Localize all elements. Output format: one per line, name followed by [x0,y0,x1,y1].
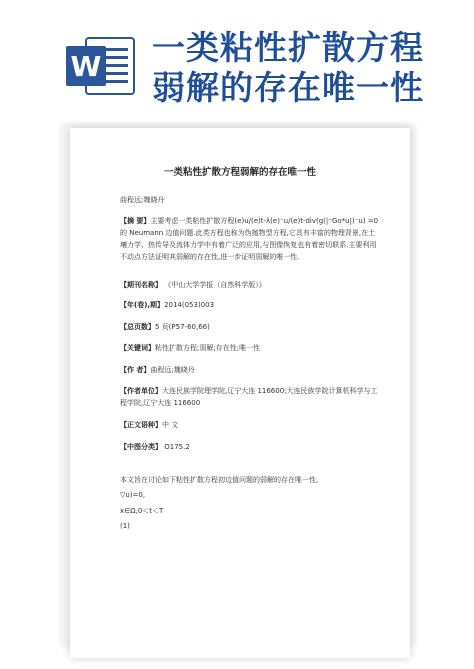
keywords-label: 【关键词】 [120,344,155,352]
word-document-icon [64,34,138,98]
author-row [120,364,382,376]
equation-line-2: x∈Ω,0＜t＜T [120,507,164,515]
classification-row [120,441,382,453]
banner-title-line-2: 弱解的存在唯一性 [152,68,424,107]
language-label: 【正文语种】 [120,421,162,429]
author-value: 曲程远;魏晓丹 [150,366,195,374]
affiliation-value: 大连民族学院理学院,辽宁大连 116600;大连民族学院计算机科学与工程学院,辽宁大连 116600 [120,387,378,407]
banner [0,0,474,118]
affiliation-row [120,385,382,409]
equation-line-1: ▽u)=0, [120,491,146,499]
abstract-paragraph [120,215,382,263]
journal-value: 《中山大学学报（自然科学版）》 [164,281,266,289]
affiliation-label: 【作者单位】 [120,387,162,395]
journal-row [120,279,382,291]
document-title: 一类粘性扩散方程弱解的存在唯一性 [163,167,316,178]
abstract-text: 主要考虑一类粘性扩散方程(e)u/(e)t-λ(e)⁻u/(e)t-div(g(|⁻Go*u|)⁻u) =0 的 Neumann 边值问题.此类方程也称为伪抛物型方程,它具有丰富的物理背景,在土壤力学、热传导及流体力学中有着广泛的应用,与图像恢复也有着密切联系.主要利用不动点方法证明其弱解的存在性,进一步证明弱解的唯一性. [120,217,379,261]
volume-row [120,299,382,311]
classification-label: 【中图分类】 [120,443,162,451]
volume-value: 2014(053)003 [164,301,215,309]
keywords-value: 粘性扩散方程;弱解;存在性;唯一性 [155,344,261,352]
authors-line: 曲程远;魏晓丹 [120,196,165,204]
classification-value: O175.2 [164,443,190,451]
language-row [120,419,382,431]
pages-value: 5 页(P57-60,66) [155,323,210,331]
document-page [70,128,410,658]
equation-number: (1) [120,522,130,530]
intro-paragraph: 本文旨在讨论如下粘性扩散方程初边值问题的弱解的存在唯一性, [120,476,319,484]
banner-title-line-1: 一类粘性扩散方程 [152,28,424,67]
keywords-row [120,342,382,354]
volume-label: 【年(卷),期】 [120,301,165,309]
abstract-label: 【摘 要】 [120,217,151,225]
journal-label: 【期刊名称】 [120,281,162,289]
language-value: 中 文 [162,421,179,429]
pages-label: 【总页数】 [120,323,155,331]
pages-row [120,321,382,333]
author-label: 【作 者】 [120,366,151,374]
word-icon-letter: W [70,50,102,83]
